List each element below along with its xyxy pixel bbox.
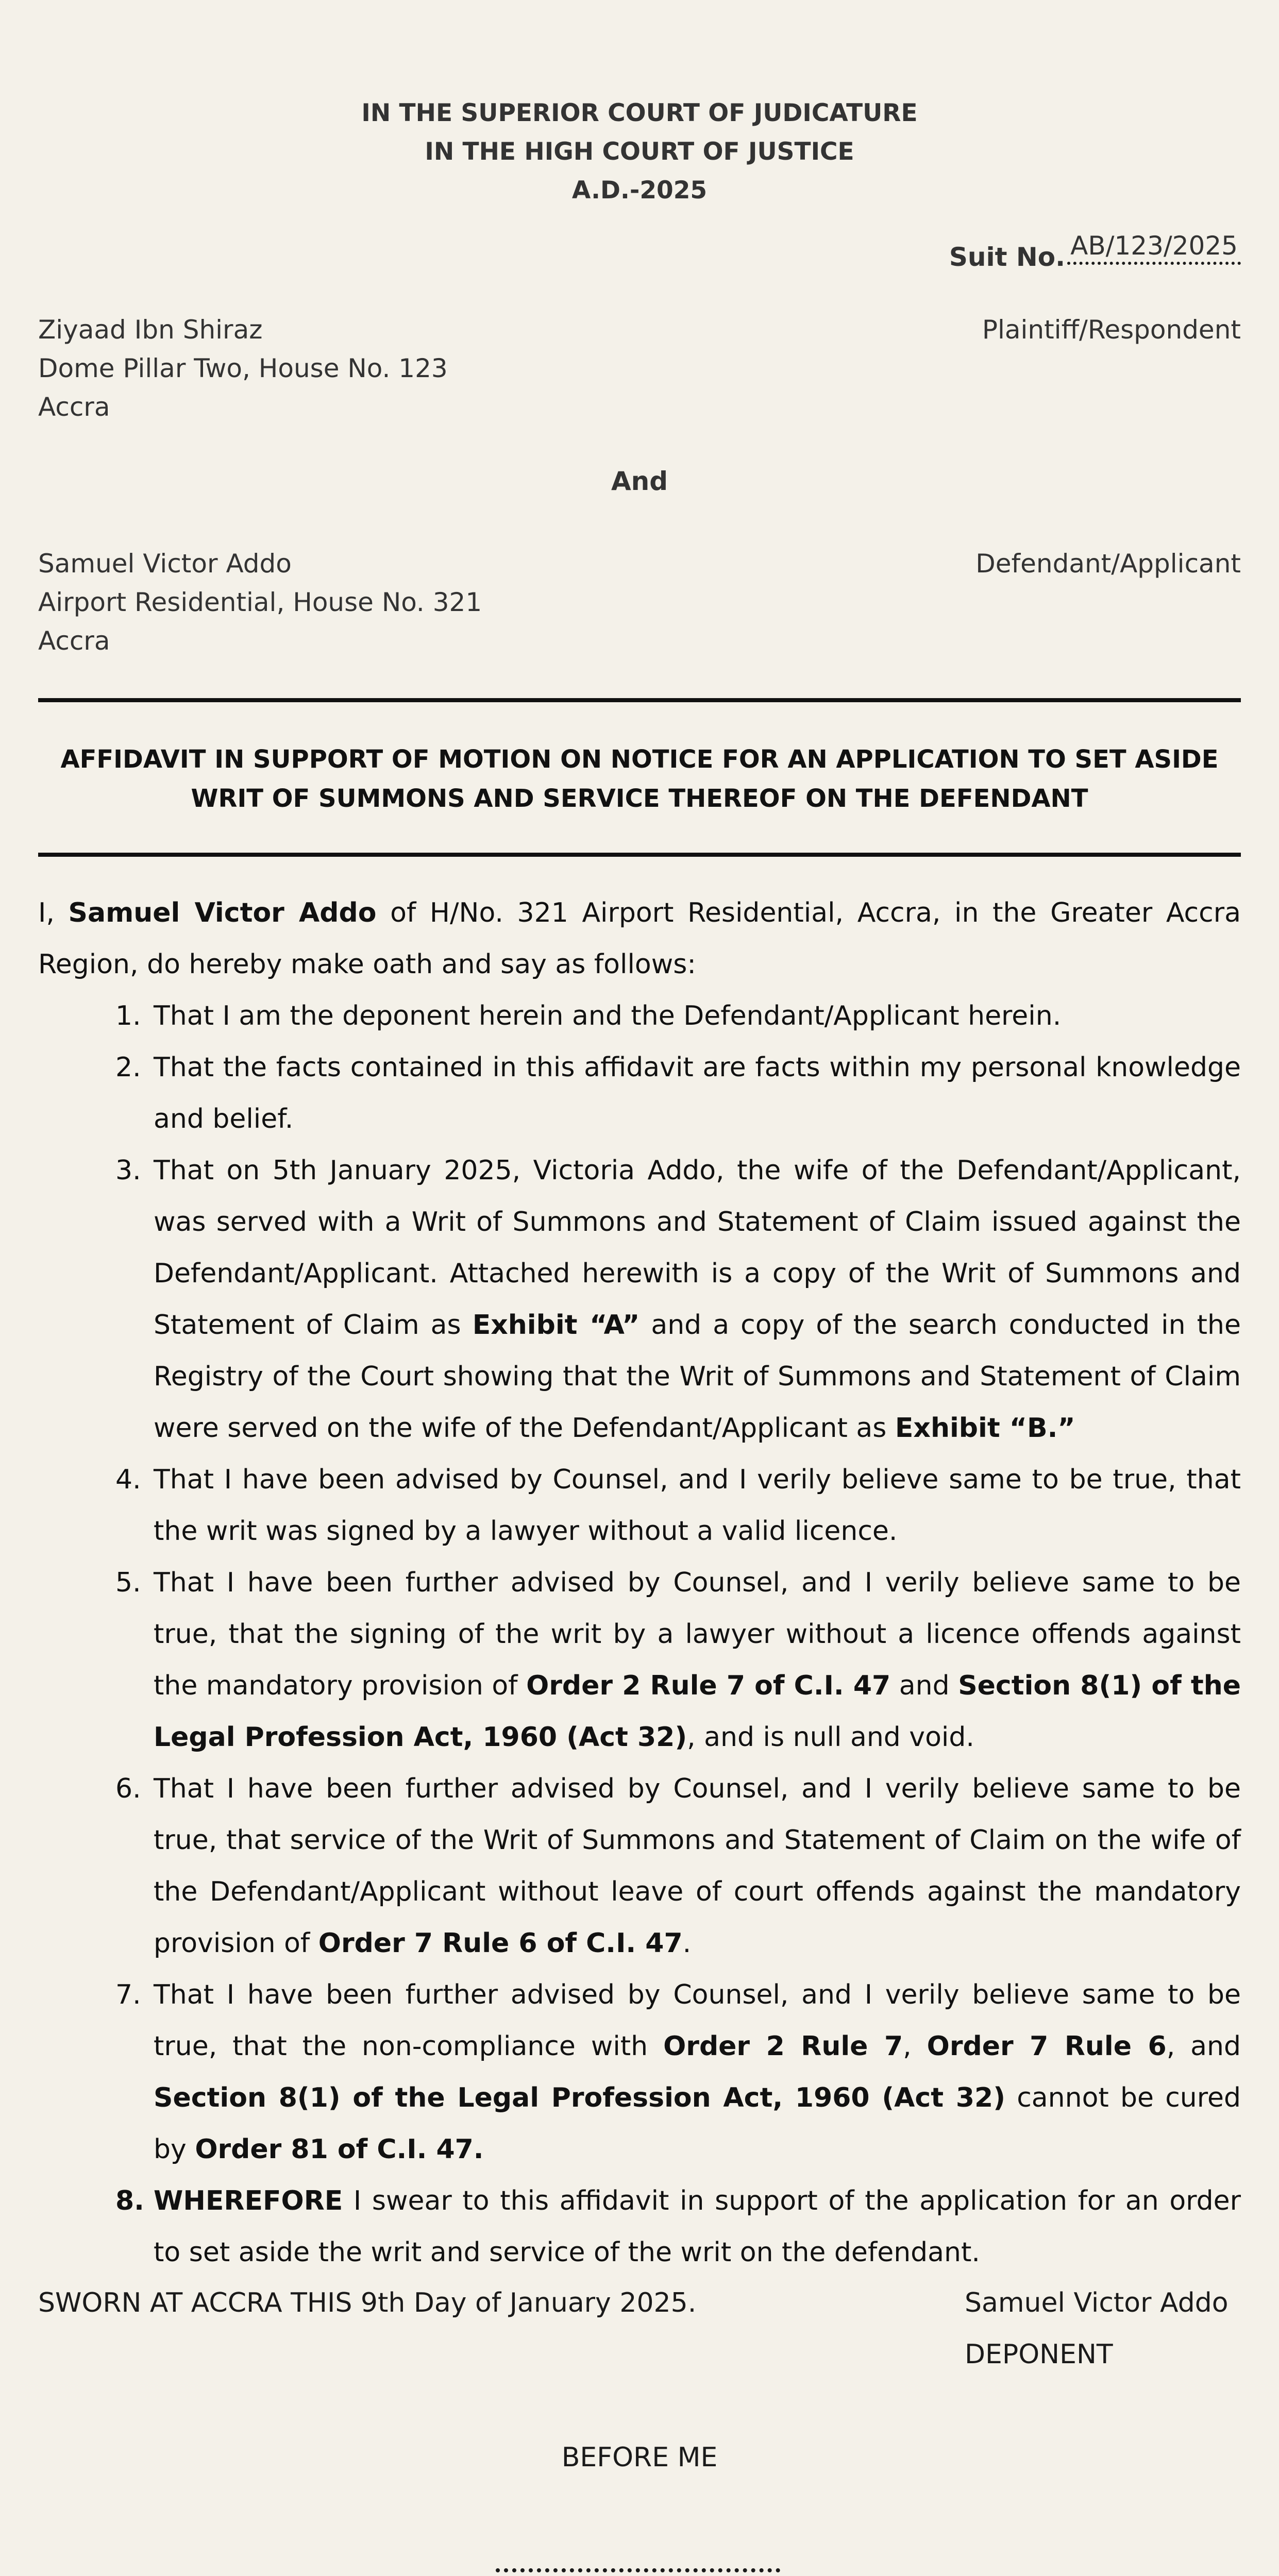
affidavit-body [38, 887, 1241, 2278]
deponent-label: DEPONENT [965, 2339, 1113, 2370]
court-line-1: IN THE SUPERIOR COURT OF JUDICATURE [361, 99, 918, 127]
legal-reference: Section 8(1) of the Legal Profession Act, 1960 (Act 32) [154, 1670, 1241, 1753]
intro-rest: of H/No. 321 Airport Residential, Accra, in the Greater Accra Region, do hereby make oath and say as follows: [38, 897, 1241, 980]
court-line-2: IN THE HIGH COURT OF JUSTICE [425, 138, 854, 166]
paragraph-text: , and [1166, 2031, 1241, 2062]
paragraph-text: cannot be cured by [154, 2082, 1241, 2165]
legal-reference: Order 7 Rule 6 [927, 2031, 1167, 2062]
plaintiff-role: Plaintiff/Respondent [982, 315, 1241, 345]
paragraph-number: 2. [115, 1052, 141, 1083]
paragraph-text: That I have been advised by Counsel, and I verily believe same to be true, that the writ was signed by a lawyer without a valid licence. [154, 1464, 1241, 1547]
defendant-name: Samuel Victor Addo [38, 549, 292, 579]
paragraph-text: , [903, 2031, 927, 2062]
court-heading [0, 94, 1279, 210]
deponent-name: Samuel Victor Addo [965, 2287, 1228, 2318]
title-line-1: AFFIDAVIT IN SUPPORT OF MOTION ON NOTICE FOR AN APPLICATION TO SET ASIDE [60, 745, 1219, 774]
defendant-role: Defendant/Applicant [975, 549, 1241, 579]
paragraph-text: That the facts contained in this affidavit are facts within my personal knowledge and belief. [154, 1052, 1241, 1134]
before-me: BEFORE ME [561, 2442, 718, 2473]
paragraph-6 [38, 1763, 1241, 1969]
paragraph-number: 3. [115, 1155, 141, 1186]
paragraph-5 [38, 1557, 1241, 1763]
legal-reference: Order 7 Rule 6 of C.I. 47 [318, 1928, 683, 1959]
paragraph-text: That I have been further advised by Counsel, and I verily believe same to be true, that the non-compliance with [154, 1979, 1241, 2062]
paragraph-7 [38, 1969, 1241, 2175]
and-separator: And [611, 466, 668, 496]
intro-deponent-name: Samuel Victor Addo [68, 897, 377, 928]
suit-label: Suit No. [949, 242, 1066, 272]
title-top-rule [38, 698, 1241, 702]
paragraph-text: and [890, 1670, 958, 1701]
commissioner-signature-line [496, 2568, 780, 2572]
affidavit-paragraphs [38, 990, 1241, 2278]
paragraph-text: , and is null and void. [687, 1722, 974, 1753]
intro-prefix: I, [38, 897, 69, 928]
legal-reference: Order 81 of C.I. 47. [195, 2134, 484, 2165]
defendant-block [38, 545, 1241, 660]
suit-number [949, 231, 1241, 276]
paragraph-text: That I have been further advised by Counsel, and I verily believe same to be true, that the signing of the writ by a lawyer without a licence offends against the mandatory provision of [154, 1567, 1241, 1701]
defendant-address-1: Airport Residential, House No. 321 [38, 587, 482, 617]
paragraph-number: 6. [115, 1773, 141, 1804]
paragraph-8 [38, 2175, 1241, 2278]
paragraph-1 [38, 990, 1241, 1042]
paragraph-4 [38, 1454, 1241, 1557]
suit-value: AB/123/2025 [1067, 231, 1241, 265]
paragraph-text: That I am the deponent herein and the Defendant/Applicant herein. [154, 1001, 1062, 1031]
plaintiff-address-1: Dome Pillar Two, House No. 123 [38, 353, 448, 383]
defendant-address-2: Accra [38, 626, 110, 656]
affidavit-title [38, 740, 1241, 818]
paragraph-number: 1. [115, 1001, 141, 1031]
paragraph-text: That on 5th January 2025, Victoria Addo, the wife of the Defendant/Applicant, was served with a Writ of Summons and Statement of Claim issued against the Defendant/Applicant. Attached herewith is a copy of the Writ of Summons and Statement of Claim as [154, 1155, 1241, 1341]
plaintiff-name: Ziyaad Ibn Shiraz [38, 315, 263, 345]
plaintiff-block [38, 311, 1241, 427]
paragraph-number: 4. [115, 1464, 141, 1495]
paragraph-3 [38, 1145, 1241, 1454]
plaintiff-address-2: Accra [38, 392, 110, 422]
wherefore-keyword: WHEREFORE [154, 2185, 343, 2216]
title-line-2: WRIT OF SUMMONS AND SERVICE THEREOF ON THE DEFENDANT [191, 784, 1088, 813]
paragraph-text: . [682, 1928, 692, 1959]
exhibit-a: Exhibit “A” [472, 1310, 640, 1341]
title-bottom-rule [38, 853, 1241, 857]
sworn-statement: SWORN AT ACCRA THIS 9th Day of January 2025. [38, 2287, 697, 2318]
exhibit-b: Exhibit “B.” [895, 1413, 1075, 1444]
paragraph-text: I swear to this affidavit in support of the application for an order to set aside the writ and service of the writ on the defendant. [154, 2185, 1241, 2268]
legal-reference: Order 2 Rule 7 of C.I. 47 [526, 1670, 891, 1701]
paragraph-number: 8. [115, 2185, 144, 2216]
court-line-3: A.D.-2025 [571, 176, 708, 205]
paragraph-text: That I have been further advised by Counsel, and I verily believe same to be true, that service of the Writ of Summons and Statement of Claim on the wife of the Defendant/Applicant without leave of court offends against the mandatory provision of [154, 1773, 1241, 1959]
paragraph-text: and a copy of the search conducted in the Registry of the Court showing that the Writ of Summons and Statement of Claim were served on the wife of the Defendant/Applicant as [154, 1310, 1241, 1444]
intro-paragraph [38, 887, 1241, 990]
paragraph-number: 5. [115, 1567, 141, 1598]
paragraph-number: 7. [115, 1979, 141, 2010]
deponent-signature-block [965, 2277, 1228, 2380]
legal-reference: Section 8(1) of the Legal Profession Act, 1960 (Act 32) [154, 2082, 1005, 2113]
paragraph-2 [38, 1042, 1241, 1145]
legal-reference: Order 2 Rule 7 [663, 2031, 903, 2062]
